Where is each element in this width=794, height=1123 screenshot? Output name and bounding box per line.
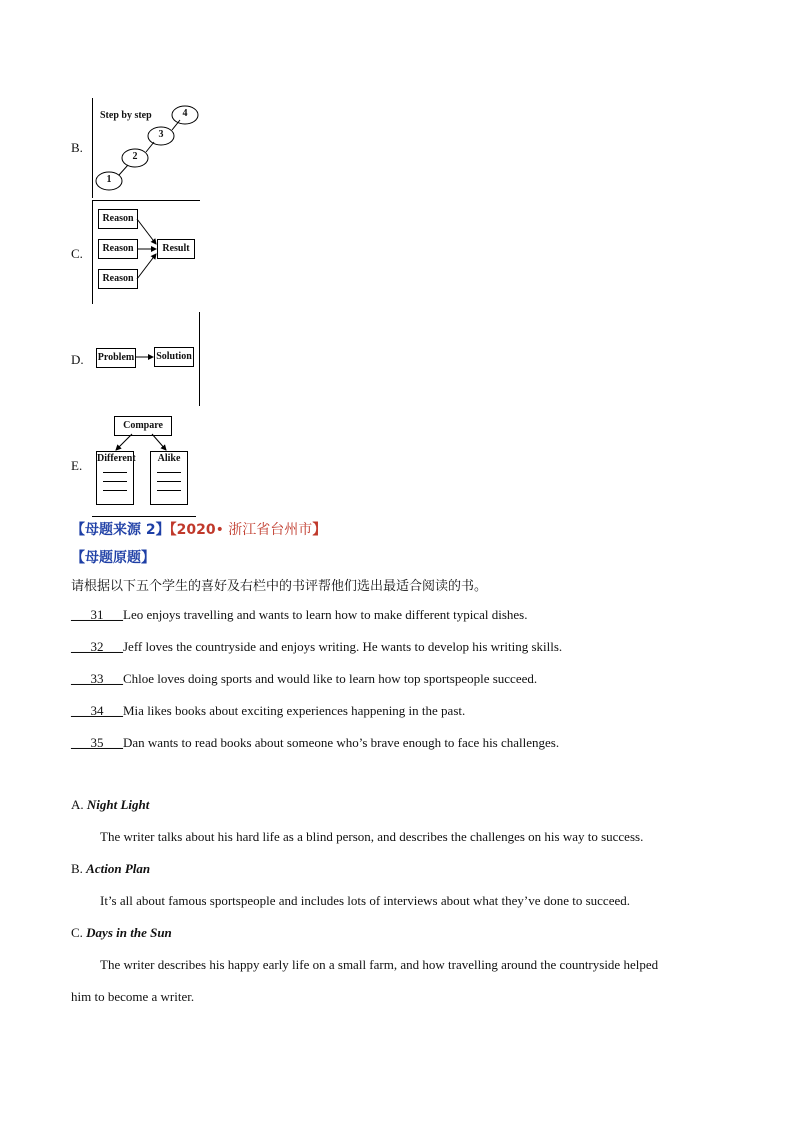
question-number[interactable]: 35 [90,735,104,750]
source-year-close: 】 [312,522,327,538]
book-letter: C. [71,925,83,940]
problem-box: Problem [96,348,136,368]
book-title: Action Plan [86,861,151,876]
compare-arrows [92,412,202,518]
question-number[interactable]: 32 [90,639,104,654]
question-text: Jeff loves the countryside and enjoys writing. He wants to develop his writing skills. [123,639,563,654]
step-4: 4 [182,108,188,119]
reason-box-1: Reason [98,209,138,229]
question-text: Chloe loves doing sports and would like to learn how top sportspeople succeed. [123,671,538,686]
cause-effect-arrows [92,200,202,304]
step-by-step-diagram [92,98,212,198]
step-2: 2 [132,151,138,162]
original-label: 【母题原题】 [71,550,155,566]
question-text: Mia likes books about exciting experiences happening in the past. [123,703,466,718]
book-letter: A. [71,797,84,812]
book-b-heading [71,861,150,877]
compare-box: Compare [114,416,172,436]
source-year: 2020 [176,522,216,538]
different-label: Different [97,453,136,464]
question-number[interactable]: 31 [90,607,104,622]
step-3: 3 [158,129,164,140]
problem-solution-arrow [92,312,202,406]
question-text: Dan wants to read books about someone who’s brave enough to face his challenges. [123,735,560,750]
source-place: • 浙江省台州市 [215,522,313,538]
question-34: ___34___Mia likes books about exciting experiences happening in the past. [71,703,466,718]
book-title: Days in the Sun [86,925,172,940]
book-b-desc: It’s all about famous sportspeople and includes lots of interviews about what they’ve done to succeed. [100,893,630,908]
question-text: Leo enjoys travelling and wants to learn how to make different typical dishes. [123,607,528,622]
step-1: 1 [106,174,112,185]
question-31: ___31___Leo enjoys travelling and wants to learn how to make different typical dishes. [71,607,528,622]
source-header [71,519,326,539]
problem-solution-diagram [92,312,202,406]
source-year-open: 【 [169,522,177,538]
option-b-letter: B. [71,140,83,155]
book-letter: B. [71,861,83,876]
book-title: Night Light [86,797,150,812]
reason-box-3: Reason [98,269,138,289]
question-number[interactable]: 33 [90,671,104,686]
question-35: ___35___Dan wants to read books about someone who’s brave enough to face his challenges. [71,735,560,750]
step-title: Step by step [100,110,152,121]
book-c-heading [71,925,172,941]
book-a-heading [71,797,149,813]
instruction: 请根据以下五个学生的喜好及右栏中的书评帮他们选出最适合阅读的书。 [71,579,488,594]
book-c-desc-cont: him to become a writer. [71,989,195,1004]
option-c-letter: C. [71,246,83,261]
option-d-letter: D. [71,352,84,367]
book-c-desc: The writer describes his happy early life on a small farm, and how travelling around the countryside helped [100,957,659,972]
book-a-desc: The writer talks about his hard life as a blind person, and describes the challenges on his way to success. [100,829,644,844]
solution-box: Solution [154,347,194,367]
reason-box-2: Reason [98,239,138,259]
question-33: ___33___Chloe loves doing sports and would like to learn how top sportspeople succeed. [71,671,538,686]
question-32: ___32___Jeff loves the countryside and enjoys writing. He wants to develop his writing skills. [71,639,563,654]
cause-effect-diagram [92,200,202,304]
option-e-letter: E. [71,458,83,473]
question-number[interactable]: 34 [90,703,104,718]
compare-diagram [92,412,202,518]
alike-label: Alike [157,453,181,464]
source-label: 【母题来源 2】 [71,522,170,538]
result-box: Result [157,239,195,259]
